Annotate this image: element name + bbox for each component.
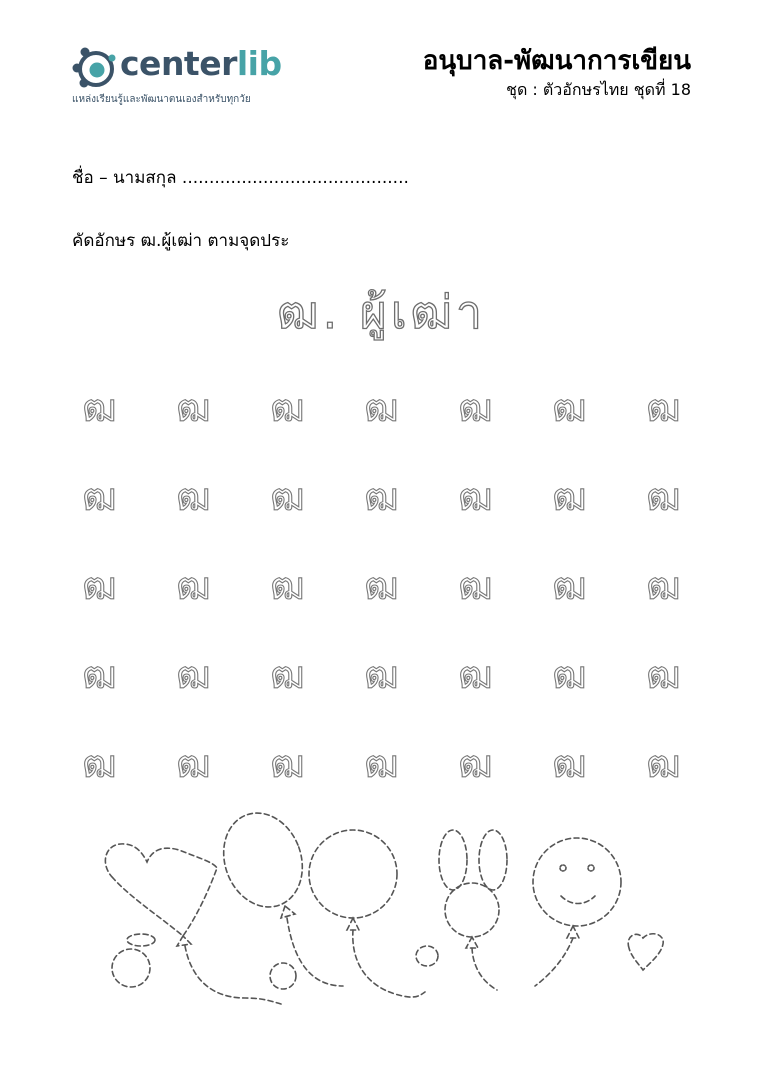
tracing-letter: ฒ [82,653,118,697]
smiley-balloon-knot [567,926,579,938]
tracing-letter: ฒ [458,742,494,786]
tracing-letter: ฒ [364,742,400,786]
smiley-mouth [561,896,595,904]
bunny-ear-left [439,830,467,890]
small-circle-bottom [270,963,296,989]
balloons-illustration [95,808,685,1038]
worksheet-title: อนุบาล-พัฒนาการเขียน [422,46,691,76]
instruction-text: คัดอักษร ฒ.ผู้เฒ่า ตามจุดประ [72,231,290,251]
logo-wordmark-part1: center [120,44,237,83]
smiley-balloon-outline [533,838,621,926]
tracing-letter: ฒ [646,564,682,608]
small-oval-center [416,946,438,966]
oval-balloon-knot [281,906,295,918]
tracing-letter: ฒ [552,742,588,786]
bunny-balloon-head [445,883,499,937]
tracing-letter: ฒ [176,653,212,697]
tracing-letter: ฒ [364,564,400,608]
tracing-letter: ฒ [364,386,400,430]
tracing-row [72,556,692,645]
tracing-letter: ฒ [552,653,588,697]
bunny-ear-right [479,830,507,890]
tracing-letter: ฒ [646,653,682,697]
centerlib-logo [72,40,302,110]
small-circle-left [112,949,150,987]
tracing-letter: ฒ [270,475,306,519]
tracing-letter: ฒ [270,742,306,786]
tracing-letter: ฒ [458,564,494,608]
tracing-letter: ฒ [552,564,588,608]
heart-balloon-outline [105,844,217,936]
smiley-eye-left [560,865,566,871]
tracing-letter: ฒ [176,742,212,786]
tracing-row [72,645,692,734]
round-balloon-outline [309,830,397,918]
tracing-row [72,378,692,467]
tracing-grid [72,378,692,823]
tracing-row [72,467,692,556]
trace-word: ฒ. ผู้เฒ่า [277,285,486,339]
smiley-balloon-string [535,938,573,986]
tracing-letter: ฒ [176,386,212,430]
bunny-balloon-knot [466,937,478,948]
tracing-letter: ฒ [176,475,212,519]
logo-wordmark-part2: lib [236,44,282,83]
tracing-letter: ฒ [82,564,118,608]
tracing-letter: ฒ [82,386,118,430]
round-balloon-knot [347,918,359,930]
tracing-letter: ฒ [270,564,306,608]
tracing-letter: ฒ [552,475,588,519]
student-name-line: ชื่อ – นามสกุล .......................................... [72,168,409,188]
tracing-letter: ฒ [364,475,400,519]
worksheet-subtitle: ชุด : ตัวอักษรไทย ชุดที่ 18 [506,80,691,99]
heart-balloon-string [185,946,281,1004]
tracing-letter: ฒ [646,742,682,786]
round-balloon-string [353,930,425,997]
tracing-letter: ฒ [646,475,682,519]
tracing-letter: ฒ [82,742,118,786]
tracing-letter: ฒ [82,475,118,519]
tracing-letter: ฒ [270,653,306,697]
smiley-eye-right [588,865,594,871]
molecule-logo-icon [72,44,118,90]
tracing-letter: ฒ [552,386,588,430]
tracing-letter: ฒ [458,475,494,519]
tracing-letter: ฒ [176,564,212,608]
oval-balloon-outline [211,808,315,918]
bunny-balloon-string [472,948,497,990]
heart-balloon-knot [177,936,191,946]
small-oval-left [127,934,155,946]
tracing-letter: ฒ [270,386,306,430]
tracing-letter: ฒ [458,386,494,430]
tracing-letter: ฒ [458,653,494,697]
tracing-letter: ฒ [364,653,400,697]
tracing-letter: ฒ [646,386,682,430]
logo-tagline: แหล่งเรียนรู้และพัฒนาตนเองสำหรับทุกวัย [72,94,251,105]
small-heart-right [628,934,663,970]
logo-wordmark [120,44,282,84]
